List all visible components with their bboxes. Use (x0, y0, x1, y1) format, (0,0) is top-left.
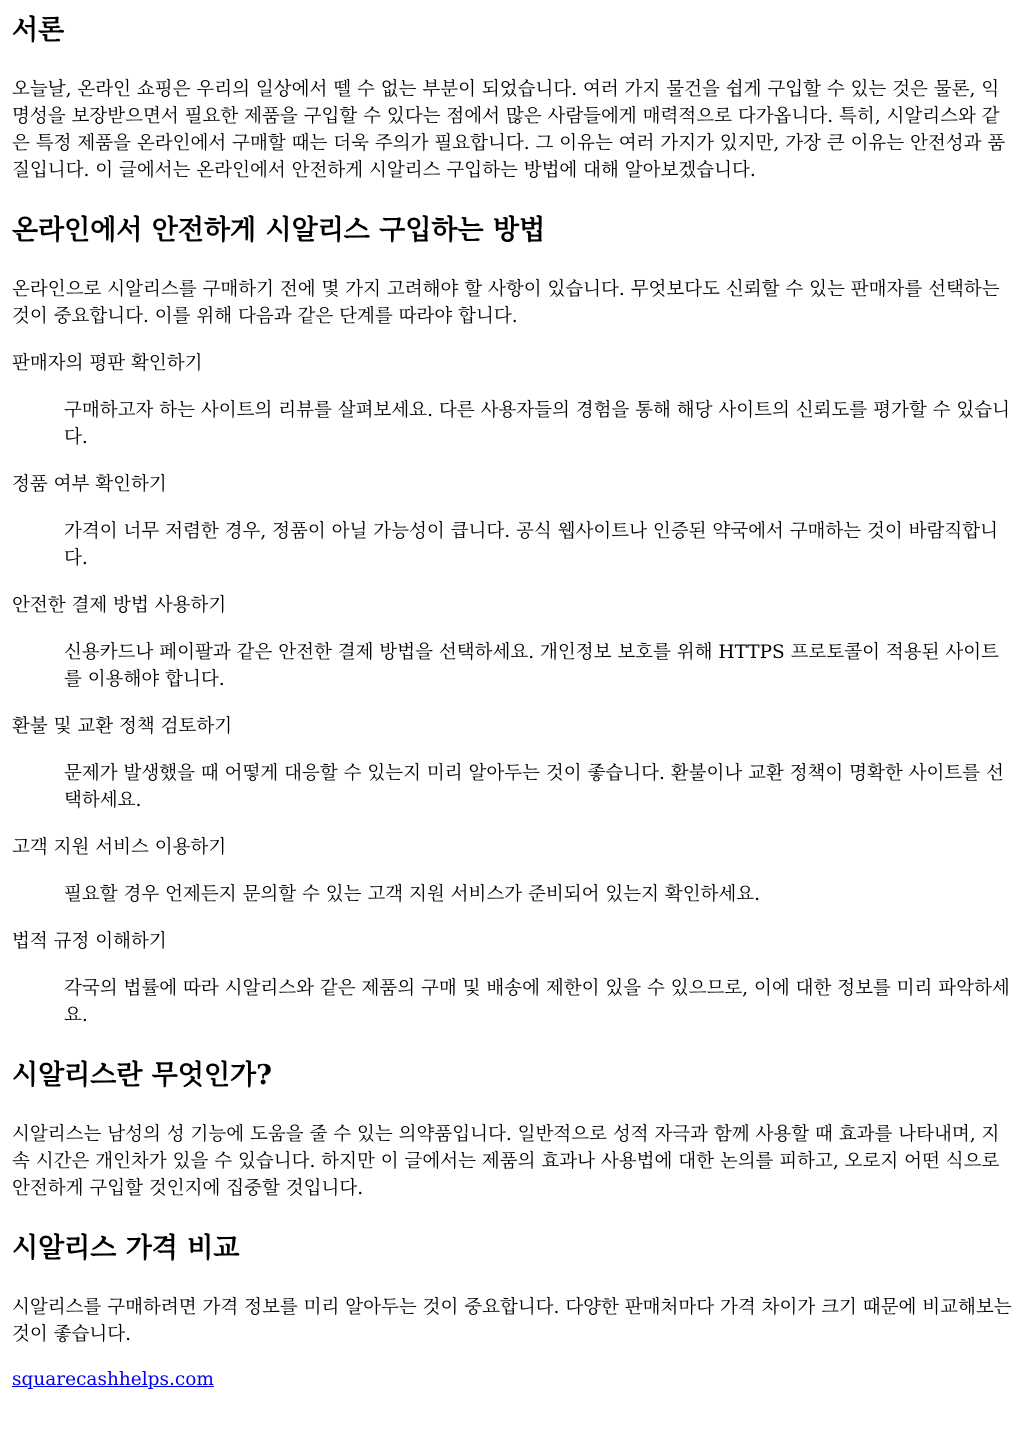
heading-price: 시알리스 가격 비교 (12, 1233, 240, 1264)
heading-what-is-mark: ? (256, 1060, 272, 1091)
footer-link[interactable]: squarecashhelps.com (12, 1369, 214, 1390)
heading-how-to: 온라인에서 안전하게 시알리스 구입하는 방법 (12, 215, 546, 246)
heading-intro: 서론 (12, 15, 65, 46)
step-term: 안전한 결제 방법 사용하기 (12, 595, 227, 616)
price-paragraph: 시알리스를 구매하려면 가격 정보를 미리 알아두는 것이 중요합니다. 다양한 판매처마다 가격 차이가 크기 때문에 비교해보는 것이 좋습니다. (12, 1297, 1012, 1345)
step-desc: 각국의 법률에 따라 시알리스와 같은 제품의 구매 및 배송에 제한이 있을 수 있으므로, 이에 대한 정보를 미리 파악하세요. (64, 978, 1010, 1026)
heading-what-is (12, 1059, 1012, 1093)
step-term: 고객 지원 서비스 이용하기 (12, 837, 227, 858)
step-desc: 신용카드나 페이팔과 같은 안전한 결제 방법을 선택하세요. 개인정보 보호를 위해 HTTPS 프로토콜이 적용된 사이트를 이용해야 합니다. (64, 642, 999, 690)
what-is-paragraph: 시알리스는 남성의 성 기능에 도움을 줄 수 있는 의약품입니다. 일반적으로 성적 자극과 함께 사용할 때 효과를 나타내며, 지속 시간은 개인차가 있을 수 있습니다. 하지만 이 글에서는 제품의 효과나 사용법에 대한 논의를 피하고, 오로지 어떤 식으로 안전하게 구입할 것인지에 집중할 것입니다. (12, 1124, 1000, 1199)
step-term: 법적 규정 이해하기 (12, 931, 167, 952)
step-desc: 가격이 너무 저렴한 경우, 정품이 아닐 가능성이 큽니다. 공식 웹사이트나 인증된 약국에서 구매하는 것이 바람직합니다. (64, 521, 999, 569)
step-desc: 문제가 발생했을 때 어떻게 대응할 수 있는지 미리 알아두는 것이 좋습니다. 환불이나 교환 정책이 명확한 사이트를 선택하세요. (64, 763, 1004, 811)
step-term: 판매자의 평판 확인하기 (12, 353, 203, 374)
intro-paragraph: 오늘날, 온라인 쇼핑은 우리의 일상에서 뗄 수 없는 부분이 되었습니다. 여러 가지 물건을 쉽게 구입할 수 있는 것은 물론, 익명성을 보장받으면서 필요한 제품을 구입할 수 있다는 점에서 많은 사람들에게 매력적으로 다가옵니다. 특히, 시알리스와 같은 특정 제품을 온라인에서 구매할 때는 더욱 주의가 필요합니다. 그 이유는 여러 가지가 있지만, 가장 큰 이유는 안전성과 품질입니다. 이 글에서는 온라인에서 안전하게 시알리스 구입하는 방법에 대해 알아보겠습니다. (12, 79, 1006, 181)
step-desc: 필요할 경우 언제든지 문의할 수 있는 고객 지원 서비스가 준비되어 있는지 확인하세요. (64, 884, 761, 905)
step-desc: 구매하고자 하는 사이트의 리뷰를 살펴보세요. 다른 사용자들의 경험을 통해 해당 사이트의 신뢰도를 평가할 수 있습니다. (64, 400, 1011, 448)
heading-what-is-text: 시알리스란 무엇인가 (12, 1060, 257, 1091)
how-to-paragraph: 온라인으로 시알리스를 구매하기 전에 몇 가지 고려해야 할 사항이 있습니다. 무엇보다도 신뢰할 수 있는 판매자를 선택하는 것이 중요합니다. 이를 위해 다음과 같은 단계를 따라야 합니다. (12, 279, 1000, 327)
step-term: 정품 여부 확인하기 (12, 474, 167, 495)
step-term: 환불 및 교환 정책 검토하기 (12, 716, 233, 737)
